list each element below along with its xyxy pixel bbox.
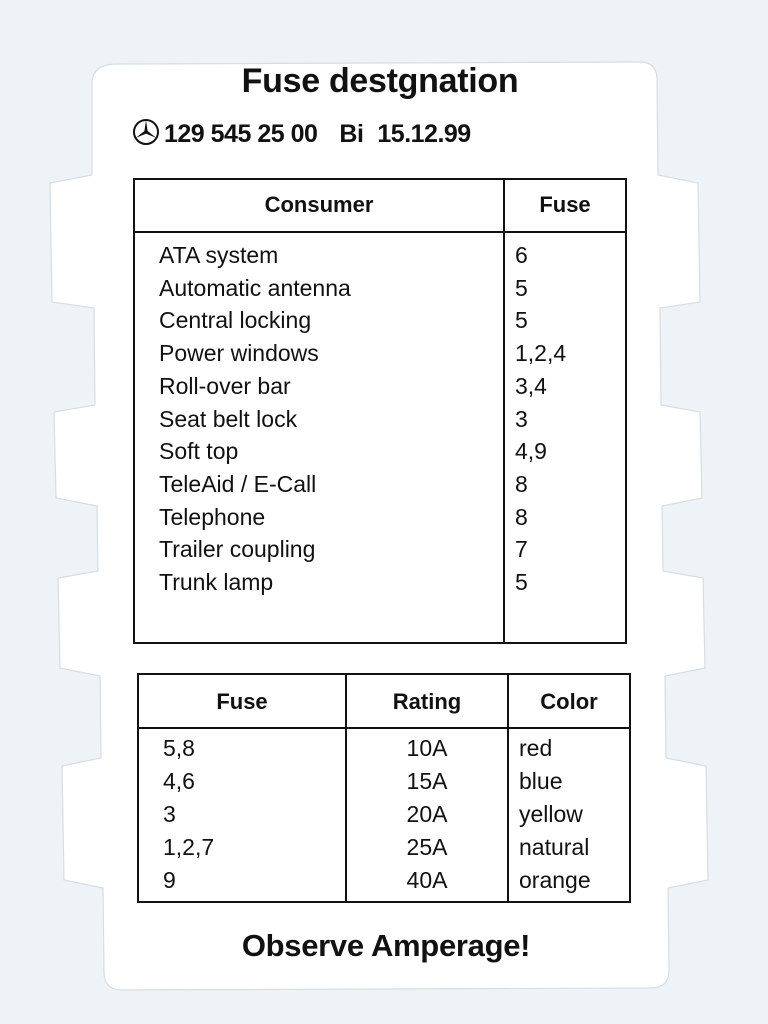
fuse-cell: 6 [515,242,528,268]
header-divider [135,231,625,233]
consumer-fuse-table [133,178,627,644]
consumer-cell: Telephone [159,503,266,530]
fuse-cell: 8 [515,470,528,497]
label-date: 15.12.99 [377,120,471,148]
part-number: 129 545 25 00 [164,120,318,148]
table-row [135,504,625,537]
color-cell: natural [519,834,590,860]
part-number-line [132,118,652,153]
fuse-number-cell: 5,8 [163,735,195,761]
rating-cell: 25A [406,834,448,860]
consumer-cell: Power windows [159,340,319,367]
rating-cell: 10A [406,735,448,761]
table-row [135,569,625,602]
consumer-cell: Central locking [159,307,312,334]
table-row [135,275,625,308]
table-row [139,834,629,867]
table-row [135,471,625,504]
fuse-number-cell: 1,2,7 [163,834,215,860]
fuse-rating-table [137,673,631,903]
part-code: Bi [339,120,364,148]
table-row [135,536,625,569]
fuse-cell: 5 [515,274,528,301]
fuse-cell: 7 [515,536,528,563]
fuse-number-cell: 3 [163,801,176,827]
color-column-header: Color [540,689,598,714]
rating-column-header: Rating [392,689,462,714]
consumer-cell: TeleAid / E-Call [159,470,317,497]
table-row [139,867,629,900]
consumer-cell: Trunk lamp [159,569,274,595]
rating-cell: 20A [406,801,448,827]
consumer-cell: Seat belt lock [159,405,298,432]
color-cell: yellow [519,801,583,827]
color-cell: orange [519,867,591,893]
table-row [139,735,629,768]
table-row [135,406,625,439]
table-row [135,307,625,340]
table-row [139,801,629,834]
fuse-cell: 3 [515,405,528,432]
table-row [139,768,629,801]
three-pointed-star-icon [132,118,164,153]
consumer-cell: Trailer coupling [159,536,316,563]
fuse-number-cell: 9 [163,867,176,893]
fuse-cell: 4,9 [515,438,547,465]
consumer-cell: Automatic antenna [159,274,351,301]
consumer-column-header: Consumer [264,192,374,217]
rating-cell: 15A [406,768,448,794]
table-row [135,242,625,275]
fuse-column-header: Fuse [539,192,591,217]
table-row [135,373,625,406]
fuse-cell: 1,2,4 [515,340,567,367]
consumer-cell: ATA system [159,242,279,268]
consumer-cell: Soft top [159,438,239,465]
color-cell: red [519,735,553,761]
table-row [135,340,625,373]
color-cell: blue [519,768,563,794]
consumer-cell: Roll-over bar [159,372,291,399]
header-divider [139,727,629,729]
fuse-cell: 5 [515,307,528,334]
observe-amperage-warning: Observe Amperage! [241,928,531,963]
table-row [135,438,625,471]
rating-cell: 40A [406,867,448,893]
fuse-number-cell: 4,6 [163,768,195,794]
fuse-column-header: Fuse [216,689,268,714]
fuse-cell: 8 [515,503,528,530]
fuse-cell: 5 [515,569,528,595]
fuse-cell: 3,4 [515,372,547,399]
label-title: Fuse destgnation [241,62,519,100]
